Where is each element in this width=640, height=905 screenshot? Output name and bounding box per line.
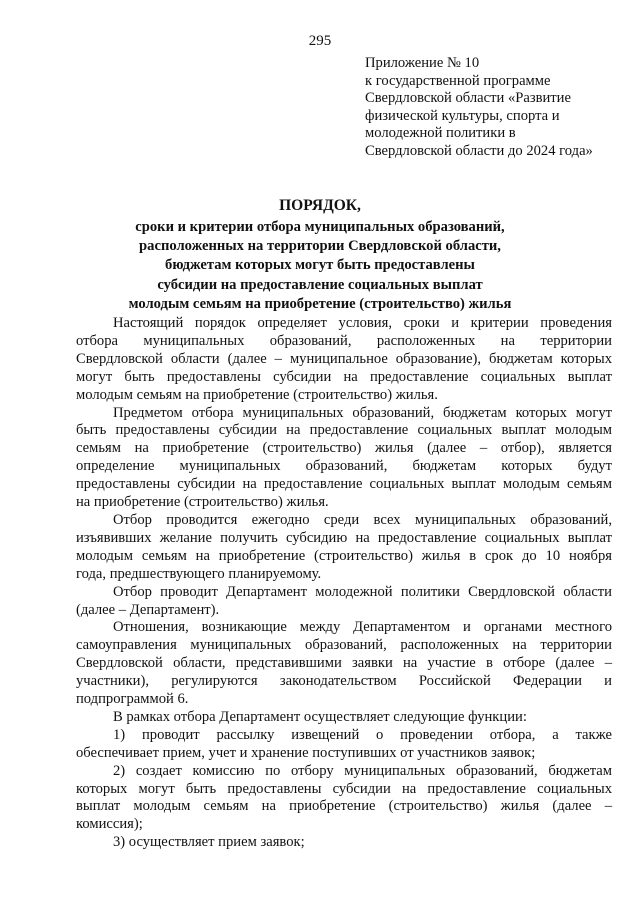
title-subtitle xyxy=(0,218,640,314)
appendix-line: молодежной политики в xyxy=(365,125,516,142)
body-line: 2) создает комиссию по отбору муниципальных образований, бюджетам xyxy=(113,762,612,779)
body-line: быть предоставлены субсидии на предоставление социальных выплат молодым xyxy=(76,422,612,439)
appendix-line: к государственной программе xyxy=(365,72,551,89)
body-line: В рамках отбора Департамент осуществляет следующие функции: xyxy=(113,708,527,725)
body-line: обеспечивает прием, учет и хранение поступивших от участников заявок; xyxy=(76,744,536,761)
title-heading: ПОРЯДОК, xyxy=(279,197,361,214)
body-line: 3) осуществляет прием заявок; xyxy=(113,834,305,851)
body-line: самоуправления муниципальных образований, расположенных на территории xyxy=(76,637,612,654)
title-line: расположенных на территории Свердловской области, xyxy=(139,238,501,255)
body-line: (далее – Департамент). xyxy=(76,601,220,618)
body-line: подпрограммой 6. xyxy=(76,691,189,708)
body-line: на приобретение (строительство) жилья. xyxy=(76,494,329,511)
body-line: которых могут быть предоставлены субсидии на предоставление социальных xyxy=(76,780,612,797)
appendix-line: Свердловской области «Развитие xyxy=(365,90,571,107)
body-line: семьям на приобретение (строительство) жилья (далее – отбор), является xyxy=(76,440,612,457)
body-line: определение муниципальных образований, бюджетам которых будут xyxy=(76,458,612,475)
body-line: выплат молодым семьям на приобретение (строительство) жилья (далее – xyxy=(76,798,612,815)
page-number: 295 xyxy=(308,33,332,49)
appendix-header xyxy=(365,55,625,161)
appendix-line: Свердловской области до 2024 года» xyxy=(365,142,593,159)
title-line: субсидии на предоставление социальных выплат xyxy=(157,276,483,293)
body-line: Отбор проводит Департамент молодежной политики Свердловской области xyxy=(113,583,612,600)
body-line: участники), регулируются законодательством Российской Федерации и xyxy=(76,673,612,690)
body-text xyxy=(76,315,612,852)
body-line: Отбор проводится ежегодно среди всех муниципальных образований, xyxy=(113,511,612,528)
body-line: Настоящий порядок определяет условия, сроки и критерии проведения xyxy=(113,315,612,331)
document-title xyxy=(0,197,640,314)
body-line: Предметом отбора муниципальных образований, бюджетам которых могут xyxy=(113,404,612,421)
body-line: Свердловской области, представившими заявки на участие в отборе (далее – xyxy=(76,655,612,672)
body-line: года, предшествующего планируемому. xyxy=(76,565,322,582)
title-line: молодым семьям на приобретение (строительство) жилья xyxy=(128,295,512,312)
body-line: молодым семьям на приобретение (строительство) жилья. xyxy=(76,386,438,403)
body-line: отбора муниципальных образований, расположенных на территории xyxy=(76,332,612,349)
body-line: изъявивших желание получить субсидию на предоставление социальных выплат xyxy=(76,529,612,546)
body-line: могут быть предоставлены субсидии на предоставление социальных выплат xyxy=(76,368,612,385)
appendix-line: Приложение № 10 xyxy=(365,55,480,71)
body-line: комиссия); xyxy=(76,816,143,833)
body-line: молодым семьям на приобретение (строительство) жилья в срок до 10 ноября xyxy=(76,547,612,564)
body-line: Отношения, возникающие между Департаментом и органами местного xyxy=(113,619,612,636)
body-line: Свердловской области (далее – муниципальное образование), бюджетам которых xyxy=(76,350,612,367)
title-line: бюджетам которых могут быть предоставлены xyxy=(165,257,475,274)
title-line: сроки и критерии отбора муниципальных образований, xyxy=(135,219,505,235)
body-line: 1) проводит рассылку извещений о проведении отбора, а также xyxy=(113,726,612,743)
body-line: предоставлены субсидии на предоставление социальных выплат молодым семьям xyxy=(76,476,612,493)
appendix-line: физической культуры, спорта и xyxy=(365,107,560,124)
